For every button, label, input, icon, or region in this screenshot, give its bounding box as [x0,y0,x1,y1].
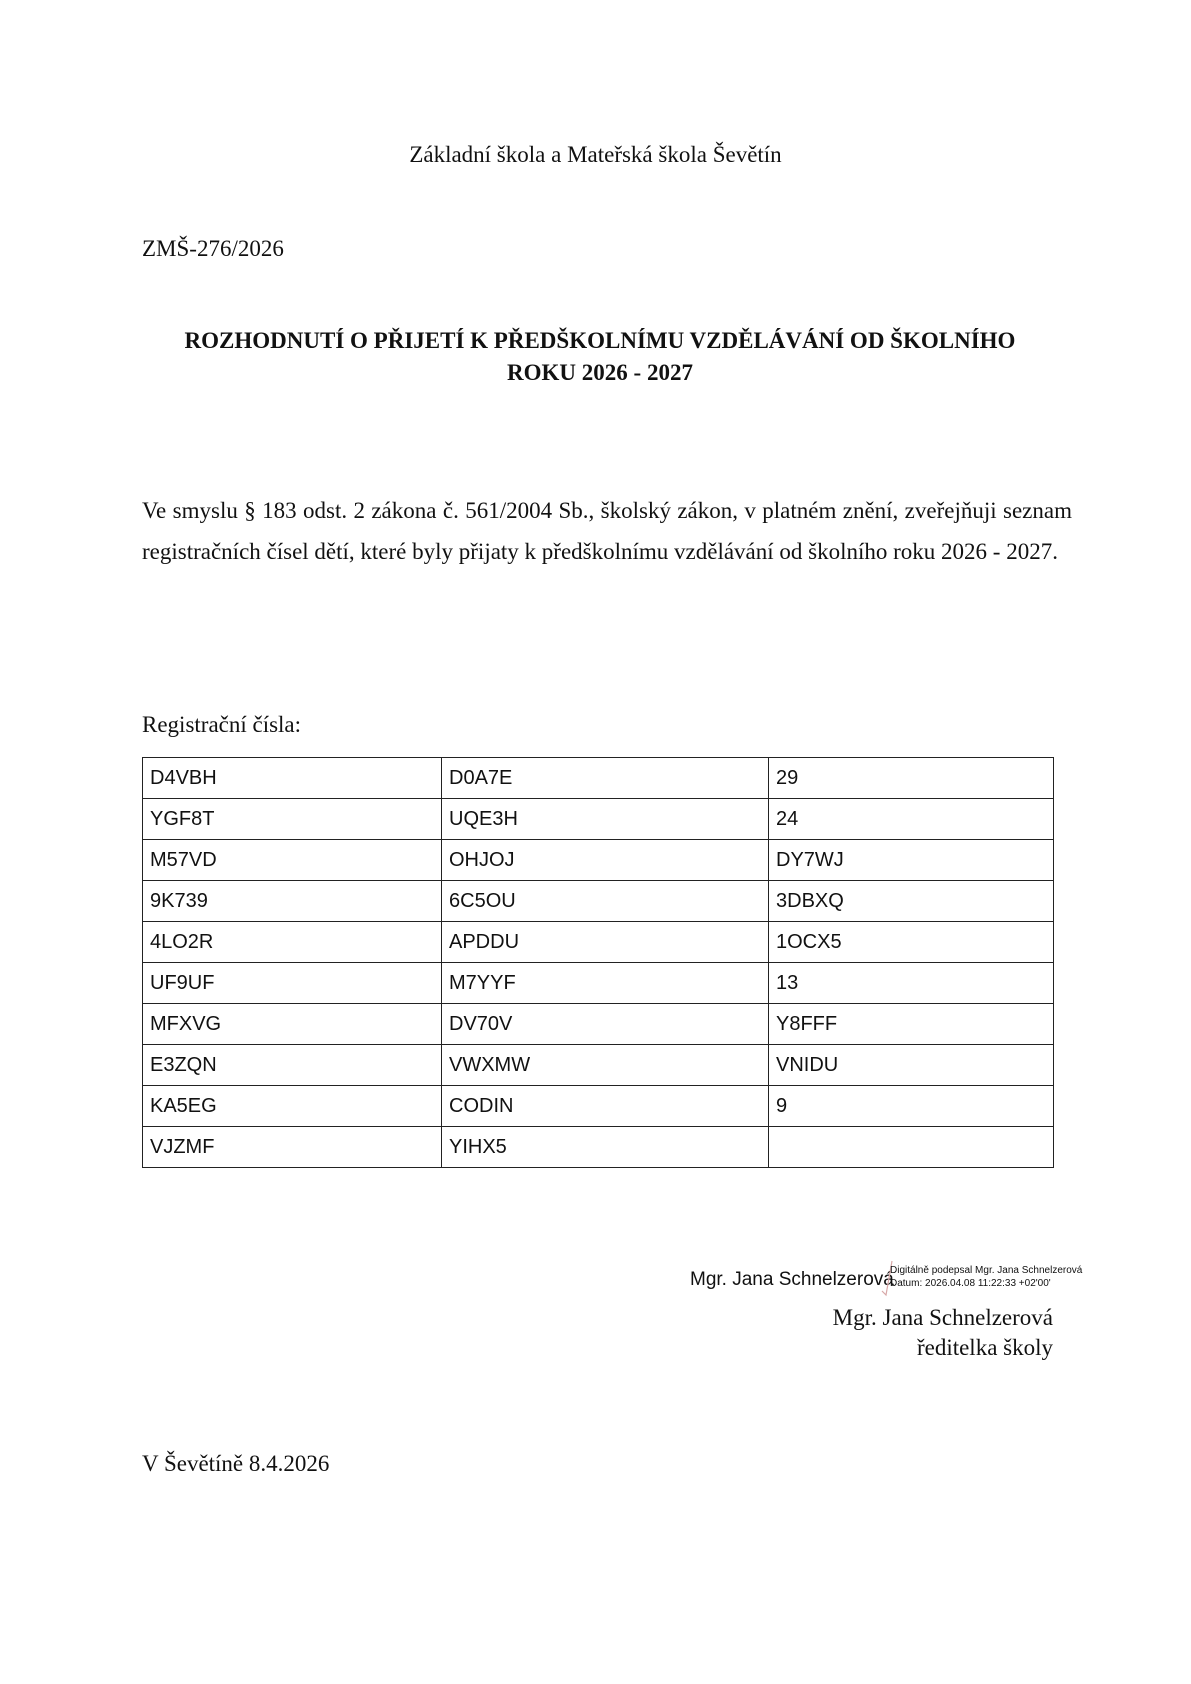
title-line-2: ROKU 2026 - 2027 [507,360,693,385]
digital-signature-details [890,1264,1082,1290]
table-cell: UF9UF [143,963,442,1004]
table-cell: 24 [769,799,1054,840]
place-and-date: V Ševětíně 8.4.2026 [142,1451,330,1476]
table-row [143,922,1054,963]
table-row [143,1127,1054,1168]
title-line-1: ROZHODNUTÍ O PŘIJETÍ K PŘEDŠKOLNÍMU VZDĚLÁVÁNÍ OD ŠKOLNÍHO [184,328,1016,353]
table-cell [769,1127,1054,1168]
table-cell: D4VBH [143,758,442,799]
table-cell: VJZMF [143,1127,442,1168]
table-cell: 6C5OU [442,881,769,922]
body-paragraph: Ve smyslu § 183 odst. 2 zákona č. 561/2004 Sb., školský zákon, v platném znění, zveřejňuji seznam registračních čísel dětí, které byly přijaty k předškolnímu vzdělávání od školního roku 2026 - 2027. [142,498,1072,564]
table-cell: KA5EG [143,1086,442,1127]
table-row [143,963,1054,1004]
table-cell: CODIN [442,1086,769,1127]
table-row [143,758,1054,799]
table-cell: Y8FFF [769,1004,1054,1045]
reference-number: ZMŠ-276/2026 [142,236,284,261]
table-cell: VNIDU [769,1045,1054,1086]
registration-table [142,757,1054,1168]
table-cell: YGF8T [143,799,442,840]
registration-label: Registrační čísla: [142,712,302,737]
document-title [130,325,1070,389]
table-cell: VWXMW [442,1045,769,1086]
table-cell: 4LO2R [143,922,442,963]
table-row [143,1086,1054,1127]
table-cell: APDDU [442,922,769,963]
table-cell: D0A7E [442,758,769,799]
table-cell: UQE3H [442,799,769,840]
table-cell: YIHX5 [442,1127,769,1168]
table-cell: 9 [769,1086,1054,1127]
table-cell: DV70V [442,1004,769,1045]
signatory-name: Mgr. Jana Schnelzerová [832,1305,1053,1330]
digital-signature-date: Datum: 2026.04.08 11:22:33 +02'00' [890,1278,1051,1289]
table-cell: 29 [769,758,1054,799]
table-row [143,840,1054,881]
table-cell: E3ZQN [143,1045,442,1086]
table-cell: M57VD [143,840,442,881]
table-row [143,1004,1054,1045]
table-cell: MFXVG [143,1004,442,1045]
signature-block [833,1303,1053,1363]
signatory-role: ředitelka školy [916,1335,1053,1360]
table-row [143,799,1054,840]
table-cell: 9K739 [143,881,442,922]
table-cell: 3DBXQ [769,881,1054,922]
table-cell: DY7WJ [769,840,1054,881]
table-cell: 1OCX5 [769,922,1054,963]
table-row [143,1045,1054,1086]
table-row [143,881,1054,922]
table-cell: 13 [769,963,1054,1004]
table-cell: OHJOJ [442,840,769,881]
table-cell: M7YYF [442,963,769,1004]
school-name: Základní škola a Mateřská škola Ševětín [409,142,782,167]
digital-signature-name: Mgr. Jana Schnelzerová [690,1269,894,1290]
digital-signature-signer: Digitálně podepsal Mgr. Jana Schnelzerová [890,1265,1083,1276]
